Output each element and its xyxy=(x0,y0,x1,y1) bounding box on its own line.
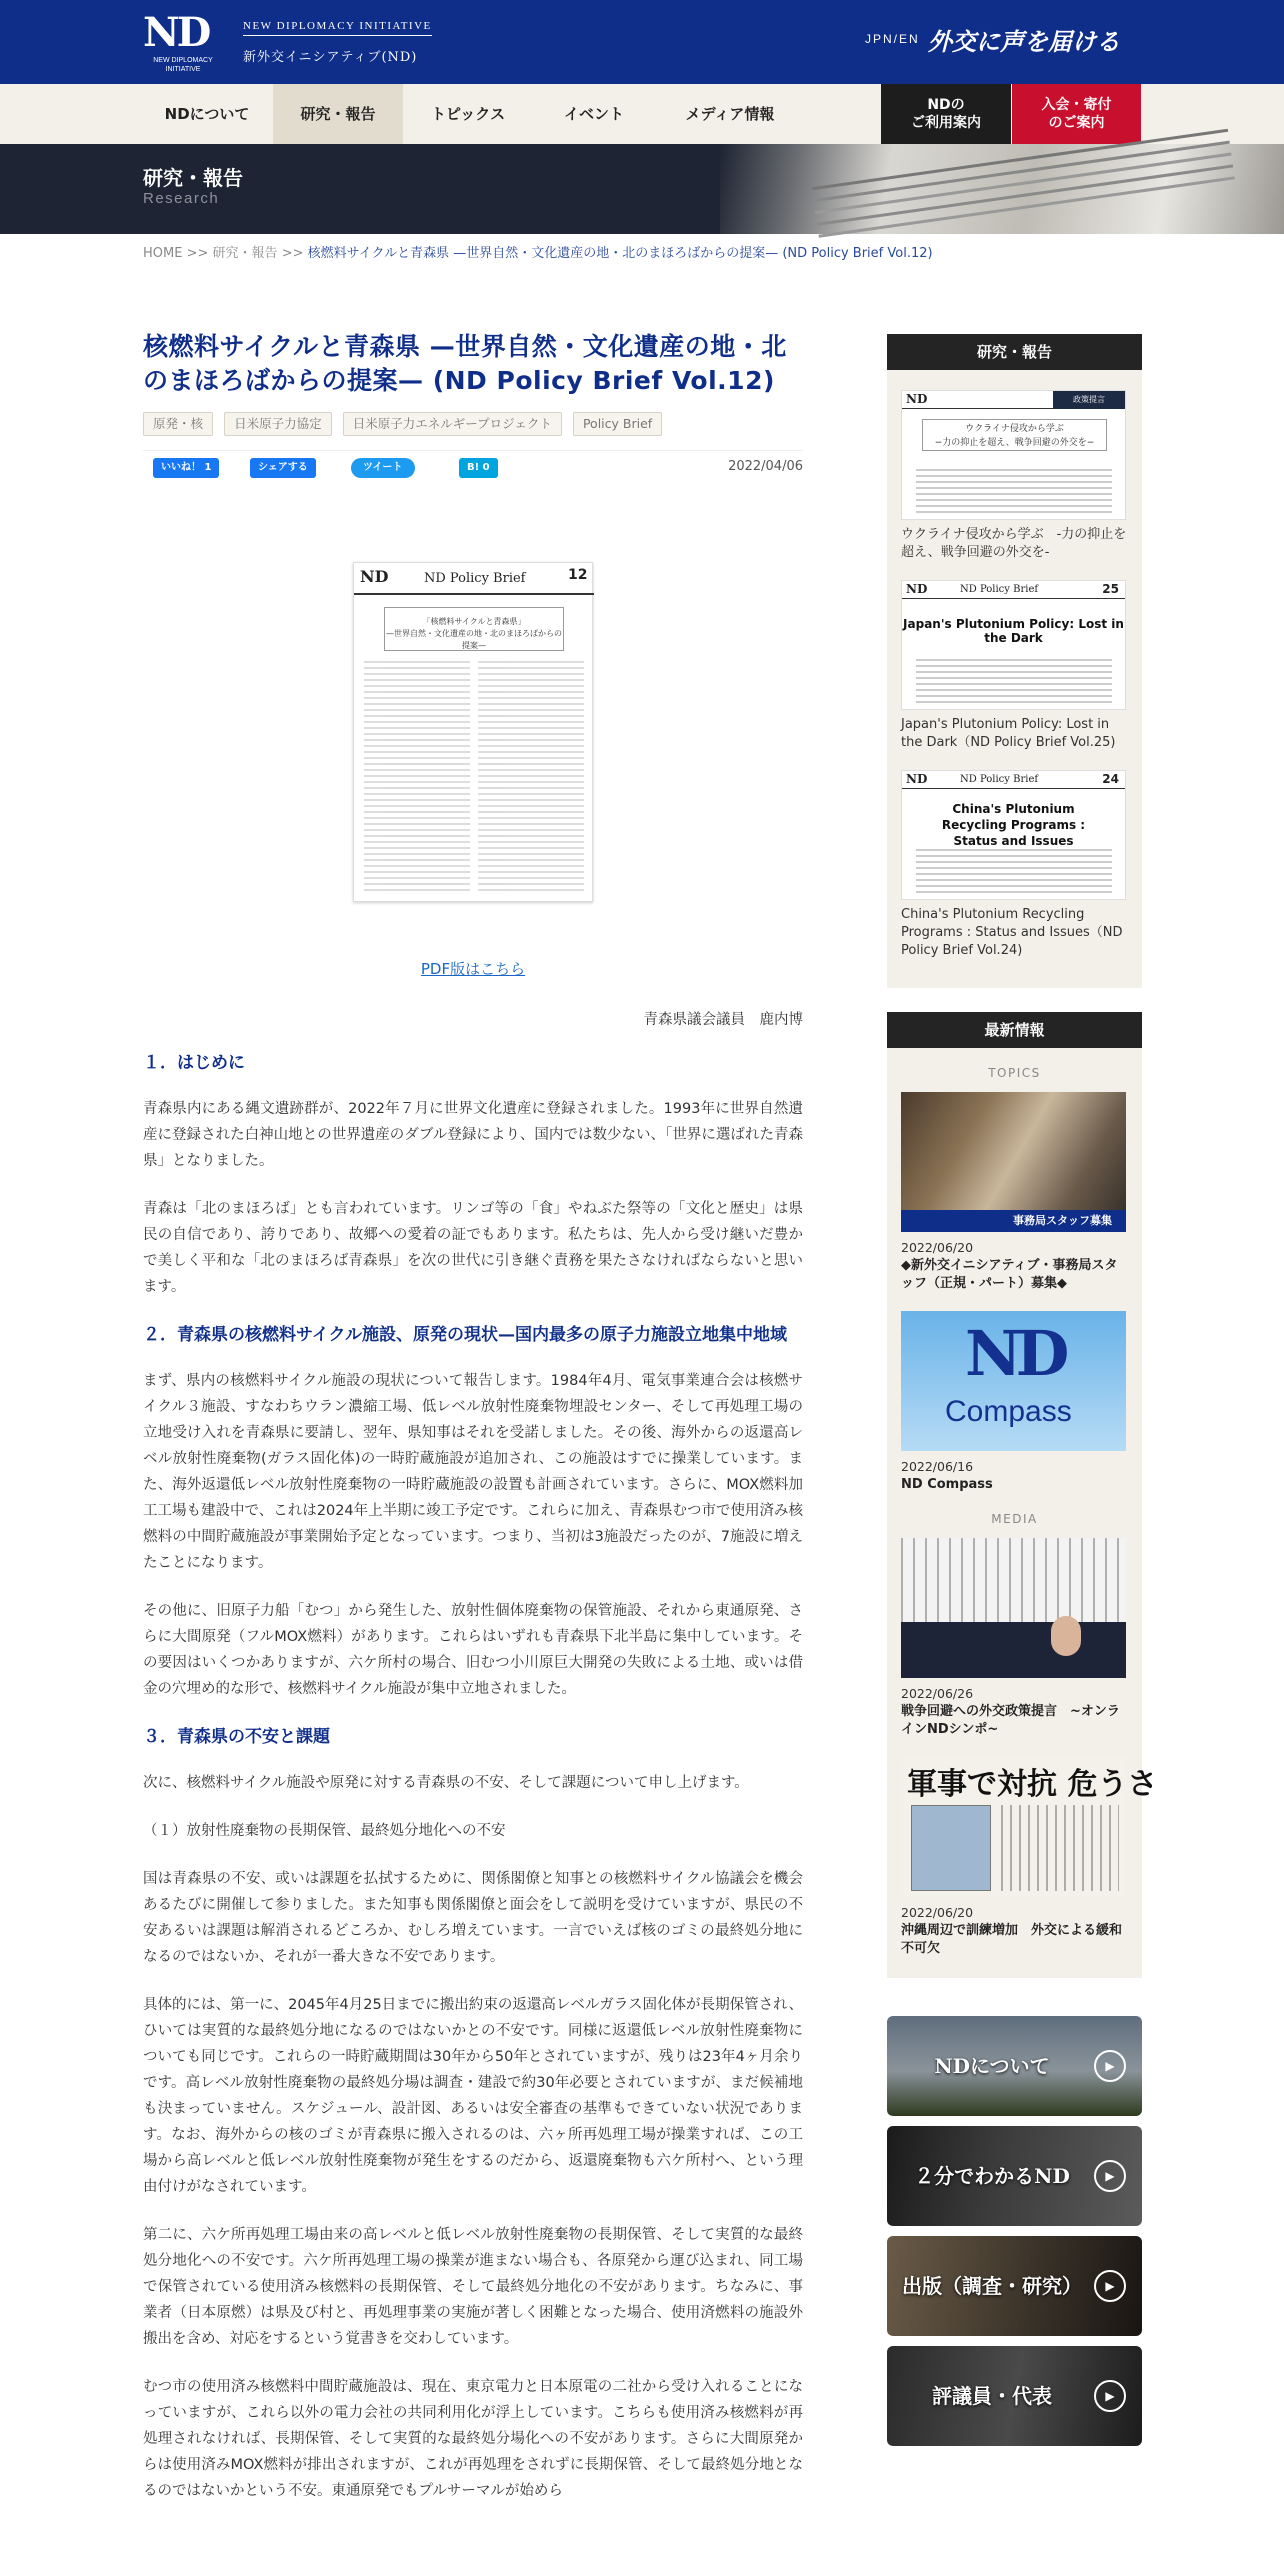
latest-news-list xyxy=(887,1048,1158,1978)
sidebar-research-heading: 研究・報告 xyxy=(887,334,1142,370)
thumbnail-logo: ND xyxy=(906,582,928,596)
newspaper-text xyxy=(1001,1805,1119,1891)
nav-join-donate-button[interactable]: 入会・寄付 のご案内 xyxy=(1012,84,1141,144)
nd-compass-image[interactable] xyxy=(901,1311,1126,1451)
image-logo-text: ND xyxy=(965,1317,1064,1390)
thumbnail-header xyxy=(902,771,1125,789)
publication-item[interactable] xyxy=(901,770,1128,960)
publication-title[interactable]: China's Plutonium Recycling Programs : Status and Issues（ND Policy Brief Vol.24) xyxy=(901,907,1123,958)
sidebar xyxy=(887,334,1158,2446)
facebook-like-button[interactable]: いいね！ 1 xyxy=(153,458,219,478)
thumbnail-text-lines xyxy=(916,469,1112,513)
breadcrumb-separator: >> xyxy=(186,246,209,261)
image-compass-text: Compass xyxy=(945,1395,1072,1428)
tag[interactable]: 原発・核 xyxy=(143,412,213,436)
site-header xyxy=(0,0,1284,84)
tag[interactable]: 日米原子力エネルギープロジェクト xyxy=(343,412,562,436)
banner-label: 出版（調査・研究） xyxy=(902,2274,1082,2298)
body-paragraph: まず、県内の核燃料サイクル施設の現状について報告します。1984年4月、電気事業連合会は核燃サイクル３施設、すなわちウラン濃縮工場、低レベル放射性廃棄物埋設センター、そして再処理工場の立地受け入れを青森県に要請し、翌年、県知事はそれを受諾しました。その後、海外からの返還高レベル放射性廃棄物(ガラス固化体)の一時貯蔵施設が追加され、この施設はすでに操業しています。また、海外返還低レベル放射性廃棄物の一時貯蔵施設の設置も計画されています。さらに、MOX燃料加工工場も建設中で、これは2024年上半期に竣工予定です。これらに加え、青森県むつ市で使用済み核燃料の中間貯蔵施設が事業開始予定となっています。つまり、当初は3施設だったのが、7施設に増えたことになります。 xyxy=(143,1373,803,1571)
doc-logo: ND xyxy=(360,567,389,586)
body-paragraph: 第二に、六ケ所再処理工場由来の高レベルと低レベル放射性廃棄物の長期保管、そして実質的な最終処分地化への不安です。六ケ所再処理工場の操業が進まない場合も、各原発から運び込まれ、同工場で保管されている使用済み核燃料の長期保管、そして最終処分地化の不安があります。ちなみに、事業者（日本原燃）は県及び村と、再処理事業の実施が著しく困難となった場合、使用済燃料の施設外搬出を含め、対応をするという覚書きを交わしています。 xyxy=(143,2227,803,2347)
article-author: 青森県議会議員 鹿内博 xyxy=(643,1012,803,1028)
body-paragraph: （１）放射性廃棄物の長期保管、最終処分地化への不安 xyxy=(143,1823,506,1839)
article-title: 核燃料サイクルと青森県 —世界自然・文化遺産の地・北のまほろばからの提案— (ND Policy Brief Vol.12) xyxy=(143,332,787,395)
thumbnail-title-box: ウクライナ侵攻から学ぶ −力の抑止を超え、戦争回避の外交を− xyxy=(922,419,1107,451)
thumbnail-header xyxy=(902,581,1125,599)
breadcrumb-section[interactable]: 研究・報告 xyxy=(212,246,278,261)
publication-item[interactable] xyxy=(901,390,1128,562)
thumbnail-logo: ND xyxy=(906,392,928,406)
banner-label: NDについて xyxy=(934,2054,1050,2078)
publications-banner[interactable] xyxy=(887,2236,1142,2336)
tweet-button[interactable]: ツイート xyxy=(351,458,415,478)
publish-date: 2022/04/06 xyxy=(728,459,803,474)
logo-japanese-name: 新外交イニシアティブ(ND) xyxy=(243,50,418,65)
hatena-bookmark-button[interactable]: B! 0 xyxy=(459,458,498,478)
doc-series-name: ND Policy Brief xyxy=(424,571,526,586)
publication-list xyxy=(887,370,1142,988)
section-heading: ３．青森県の不安と課題 xyxy=(143,1727,330,1747)
topics-label: TOPICS xyxy=(988,1066,1041,1080)
media-date: 2022/06/20 xyxy=(901,1905,974,1920)
media-item[interactable] xyxy=(901,1757,1158,1958)
logo-english-name: NEW DIPLOMACY INITIATIVE xyxy=(243,20,432,36)
publication-thumbnail[interactable] xyxy=(901,580,1126,710)
site-tagline: 外交に声を届ける xyxy=(928,28,1120,56)
about-nd-banner[interactable] xyxy=(887,2016,1142,2116)
hero-title: 研究・報告 xyxy=(143,166,243,190)
news-date: 2022/06/20 xyxy=(901,1240,974,1255)
body-paragraph: 青森は「北のまほろば」とも言われています。リンゴ等の「食」やねぶた祭等の「文化と歴史」は県民の自信であり、誇りであり、故郷への愛着の証でもあります。私たちは、先人から受け継いだ豊かで美しく平和な「北のまほろば青森県」を次の世代に引き継ぐ責務を果たさなければならないと思います。 xyxy=(143,1201,803,1295)
newspaper-headline: 軍事で対抗 危うさ xyxy=(907,1767,1158,1802)
logo-subtitle: NEW DIPLOMACY INITIATIVE xyxy=(153,57,213,73)
main-nav xyxy=(0,84,1284,144)
online-meeting-screen xyxy=(901,1622,1126,1678)
article-body xyxy=(143,1050,803,2504)
staff-recruitment-image[interactable] xyxy=(901,1092,1126,1232)
tag[interactable]: 日米原子力協定 xyxy=(224,412,332,436)
publication-title[interactable]: Japan's Plutonium Policy: Lost in the Dark（ND Policy Brief Vol.25) xyxy=(901,717,1116,750)
publication-title[interactable]: ウクライナ侵攻から学ぶ -力の抑止を超え、戦争回避の外交を- xyxy=(901,527,1127,560)
sidebar-latest-heading: 最新情報 xyxy=(887,1012,1142,1048)
doc-volume-number: 12 xyxy=(568,567,588,583)
body-paragraph: その他に、旧原子力船「むつ」から発生した、放射性個体廃棄物の保管施設、それから東通原発、さらに大間原発（フルMOX燃料）があります。これらはいずれも青森県下北半島に集中しています。その要因はいくつかありますが、六ケ所村の場合、旧むつ小川原巨大開発の失敗による土地、或いは借金の穴埋め的な形で、核燃料サイクル施設が集中立地されました。 xyxy=(143,1603,803,1697)
article xyxy=(143,330,803,2499)
nav-item-media[interactable]: メディア情報 xyxy=(685,105,775,123)
news-title[interactable]: ◆新外交イニシアティブ・事務局スタッフ（正規・パート）募集◆ xyxy=(901,1258,1118,1291)
share-bar xyxy=(143,450,803,480)
pdf-download-link[interactable]: PDF版はこちら xyxy=(420,960,526,978)
symposium-image[interactable] xyxy=(901,1538,1126,1678)
thumbnail-heading: Japan's Plutonium Policy: Lost in the Dark xyxy=(903,617,1124,645)
publication-item[interactable] xyxy=(901,580,1128,752)
media-title[interactable]: 戦争回避への外交政策提言 ~オンラインNDシンポ~ xyxy=(901,1704,1120,1737)
facebook-share-button[interactable]: シェアする xyxy=(250,458,316,478)
site-logo[interactable] xyxy=(143,10,433,74)
news-item[interactable] xyxy=(901,1311,1128,1494)
breadcrumb-home[interactable]: HOME xyxy=(143,246,183,261)
play-icon: ▶ xyxy=(1094,2160,1126,2192)
tag-list xyxy=(143,412,803,440)
thumbnail-text-lines xyxy=(916,849,1112,893)
hero-newspaper-image xyxy=(720,144,1284,234)
play-icon: ▶ xyxy=(1094,2270,1126,2302)
news-title[interactable]: ND Compass xyxy=(901,1477,993,1492)
body-paragraph: 次に、核燃料サイクル施設や原発に対する青森県の不安、そして課題について申し上げます。 xyxy=(143,1775,749,1791)
news-item[interactable] xyxy=(901,1092,1128,1293)
thumbnail-series-name: ND Policy Brief xyxy=(960,584,1039,595)
publication-thumbnail[interactable] xyxy=(901,770,1126,900)
media-item[interactable] xyxy=(901,1538,1128,1739)
nav-item-research[interactable]: 研究・報告 xyxy=(273,84,403,144)
banner-list xyxy=(887,2016,1142,2446)
body-paragraph: 青森県内にある縄文遺跡群が、2022年７月に世界文化遺産に登録されました。1993年に世界自然遺産に登録された白神山地との世界遺産のダブル登録により、国内では数少ない、「世界に選ばれた青森県」となりました。 xyxy=(143,1101,803,1169)
thumbnail-volume: 25 xyxy=(1102,582,1119,596)
publication-thumbnail[interactable] xyxy=(901,390,1126,520)
breadcrumb xyxy=(143,242,933,261)
policy-brief-cover-image[interactable] xyxy=(353,562,593,902)
nd-in-two-minutes-banner[interactable] xyxy=(887,2126,1142,2226)
thumbnail-logo: ND xyxy=(906,772,928,786)
thumbnail-heading: China's Plutonium Recycling Programs : Status and Issues xyxy=(941,802,1086,848)
media-date: 2022/06/26 xyxy=(901,1686,974,1701)
nav-guide-button[interactable]: NDの ご利用案内 xyxy=(881,84,1011,144)
page-hero xyxy=(0,144,1284,234)
banner-label: ２分でわかるND xyxy=(914,2164,1070,2188)
news-date: 2022/06/16 xyxy=(901,1459,974,1474)
section-heading: ２．青森県の核燃料サイクル施設、原発の現状—国内最多の原子力施設立地集中地域 xyxy=(143,1325,787,1345)
doc-title-box: 「核燃料サイクルと青森県」 —世界自然・文化遺産の地・北のまほろばからの提案— xyxy=(384,607,564,651)
newspaper-map xyxy=(911,1805,991,1891)
banner-label: 評議員・代表 xyxy=(932,2384,1052,2408)
tag[interactable]: Policy Brief xyxy=(573,412,662,436)
image-caption: 事務局スタッフ募集 xyxy=(901,1210,1126,1232)
doc-text-lines xyxy=(364,661,584,893)
thumbnail-badge: 政策提言 xyxy=(1053,391,1125,409)
thumbnail-volume: 24 xyxy=(1102,772,1119,786)
body-paragraph: 具体的には、第一に、2045年4月25日までに搬出約束の返還高レベルガラス固化体が長期保管され、ひいては実質的な最終処分地になるのではないかとの不安です。同様に返還低レベル放射性廃棄物についても同じです。これらの一時貯蔵期間は30年から50年とされていますが、残りは23年4ヶ月余りです。高レベル放射性廃棄物の最終処分場は調査・建設で約30年必要とされていますが、まだ候補地も決まっていません。スケジュール、設計図、あるいは安全審査の基準もできていない状況であります。なお、海外からの核のゴミが青森県に搬入されるのは、六ヶ所再処理工場が操業すれば、この工場から高レベルと低レベル放射性廃棄物が発生をするのだから、返還廃棄物も六ケ所村へ、という理由付けがなされています。 xyxy=(143,1997,803,2195)
thumbnail-text-lines xyxy=(916,659,1112,703)
section-heading: １．はじめに xyxy=(143,1053,245,1073)
councilors-banner[interactable] xyxy=(887,2346,1142,2446)
logo-mark: ND xyxy=(143,9,209,56)
body-paragraph: むつ市の使用済み核燃料中間貯蔵施設は、現在、東京電力と日本原電の二社から受け入れることになっていますが、これら以外の電力会社の共同利用化が浮上しています。こちらも使用済み核燃料が再処理されなければ、長期保管、そして実質的な最終処分場化への不安があります。さらに大間原発からは使用済みMOX燃料が排出されますが、これが再処理をされずに長期保管、そして最終処分地となるのではないかという不安。東通原発でもプルサーマルが始めら xyxy=(143,2379,803,2499)
play-icon: ▶ xyxy=(1094,2050,1126,2082)
breadcrumb-separator: >> xyxy=(281,246,304,261)
body-paragraph: 国は青森県の不安、或いは課題を払拭するために、関係閣僚と知事との核燃料サイクル協議会を機会あるたびに開催して参りました。また知事も関係閣僚と面会をして説明を受けていますが、県民の不安あるいは課題は解消されるどころか、むしろ増えています。一言でいえば核のゴミの最終処分地になるのではないか、それが一番大きな不安であります。 xyxy=(143,1871,803,1965)
nav-item-events[interactable]: イベント xyxy=(563,105,624,123)
nav-item-topics[interactable]: トピックス xyxy=(430,105,506,123)
speaker-photo xyxy=(1051,1616,1081,1656)
newspaper-clipping-image[interactable] xyxy=(901,1757,1158,1897)
media-label: MEDIA xyxy=(991,1512,1038,1526)
breadcrumb-current: 核燃料サイクルと青森県 —世界自然・文化遺産の地・北のまほろばからの提案— (ND Policy Brief Vol.12) xyxy=(307,246,933,261)
thumbnail-series-name: ND Policy Brief xyxy=(960,774,1039,785)
media-title[interactable]: 沖縄周辺で訓練増加 外交による緩和不可欠 xyxy=(901,1923,1123,1956)
nav-item-about[interactable]: NDについて xyxy=(164,105,250,123)
play-icon: ▶ xyxy=(1094,2380,1126,2412)
doc-header xyxy=(354,563,594,595)
language-switch[interactable]: JPN/EN xyxy=(865,32,920,46)
hero-subtitle: Research xyxy=(143,190,220,207)
